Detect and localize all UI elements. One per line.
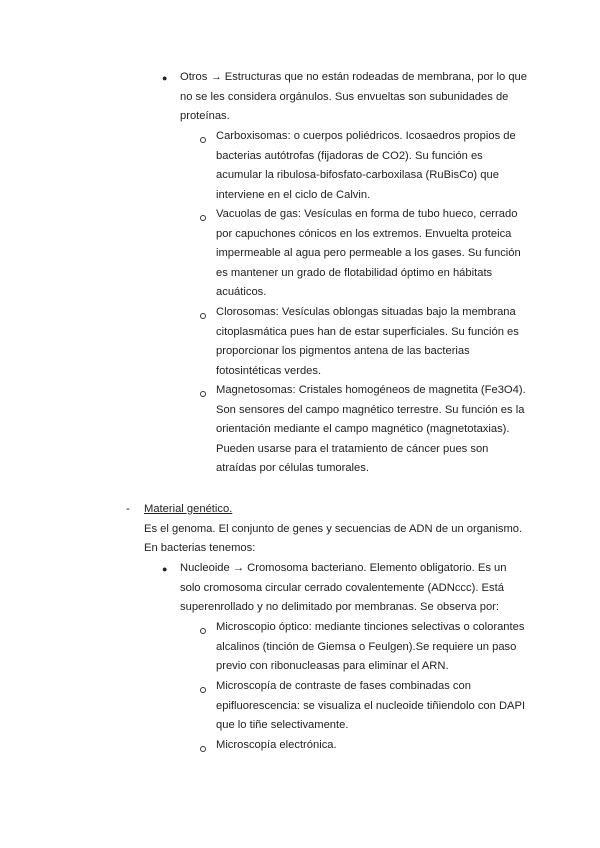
text-line: proporcionar los pigmentos antena de las bacterias [216,345,470,358]
text-line: Magnetosomas: Cristales homogéneos de magnetita (Fe3O4). [216,384,526,396]
text-line: acumular la ribulosa-bifosfato-carboxilasa (RuBisCo) que [216,169,499,182]
microscopio-optico-item [216,618,591,677]
text-line: epifluorescencia: se visualiza el nucleoide tiñiendolo con DAPI [216,699,526,712]
text-line: En bacterias tenemos: [144,542,256,555]
clorosomas-item [216,303,591,381]
text-line: Nucleoide → Cromosoma bacteriano. Elemento obligatorio. Es un [180,562,507,574]
bullet-circle-icon [200,628,206,634]
bullet-circle-icon [200,687,206,693]
nucleoide-paragraph [180,559,590,618]
bullet-circle-icon [200,137,206,143]
material-section [144,500,590,559]
text-line: orientación mediante el campo magnético (magnetotaxias). [216,423,510,436]
text-line: por capuchones cónicos en los extremos. Envuelta proteica [216,227,512,240]
text-line: alcalinos (tinción de Giemsa o Feulgen).Se requiere un paso [216,640,517,653]
text-line: atraídas por células tumorales. [216,462,369,475]
text-line: Microscopía electrónica. [216,739,337,751]
text-line: es mantener un grado de flotabilidad óptimo en hábitats [216,266,493,279]
text-line: impermeable al agua pero permeable a los gases. Su función [216,247,521,260]
text-line: Vacuolas de gas: Vesículas en forma de tubo hueco, cerrado [216,208,518,220]
text-line: citoplasmática pues han de estar superficiales. Su función es [216,325,519,338]
text-line: Otros → Estructuras que no están rodeadas de membrana, por lo que [180,71,528,83]
text-line: bacterias autótrofas (fijadoras de CO2). Su función es [216,149,483,162]
text-line: Es el genoma. El conjunto de genes y secuencias de ADN de un organismo. [144,522,523,535]
text-line: interviene en el ciclo de Calvin. [216,188,371,201]
text-line: no se les considera orgánulos. Sus envueltas son subunidades de [180,90,509,103]
text-line: que lo tiñe selectivamente. [216,719,349,732]
vacuolas-item [216,205,591,303]
text-line: previo con ribonucleasas para eliminar el ARN. [216,660,449,673]
bullet-dot-icon: ● [162,564,168,574]
contraste-fases-item [216,677,591,736]
section-heading: Material genético. [144,503,233,515]
text-line: Pueden usarse para el tratamiento de cáncer pues son [216,442,489,455]
otros-paragraph [180,68,590,127]
bullet-circle-icon [200,215,206,221]
carboxisomas-item [216,127,591,205]
microscopia-electronica-item [216,736,591,756]
text-line: Son sensores del campo magnético terrestre. Su función es la [216,403,525,416]
text-line: Clorosomas: Vesículas oblongas situadas bajo la membrana [216,306,516,318]
text-line: Microscopio óptico: mediante tinciones selectivas o colorantes [216,621,525,633]
text-line: fotosintéticas verdes. [216,364,322,377]
text-line: solo cromosoma circular cerrado covalentemente (ADNccc). Está [180,581,504,594]
text-line: Carboxisomas: o cuerpos poliédricos. Icosaedros propios de [216,130,516,142]
text-line: acuáticos. [216,286,267,299]
dash-bullet: - [126,503,130,515]
text-line: proteínas. [180,110,230,123]
text-line: Microscopía de contraste de fases combinadas con [216,680,471,692]
bullet-dot-icon: ● [162,73,168,83]
magnetosomas-item [216,381,591,479]
bullet-circle-icon [200,746,206,752]
bullet-circle-icon [200,391,206,397]
text-line: superenrollado y no delimitado por membranas. Se observa por: [180,601,500,614]
bullet-circle-icon [200,313,206,319]
